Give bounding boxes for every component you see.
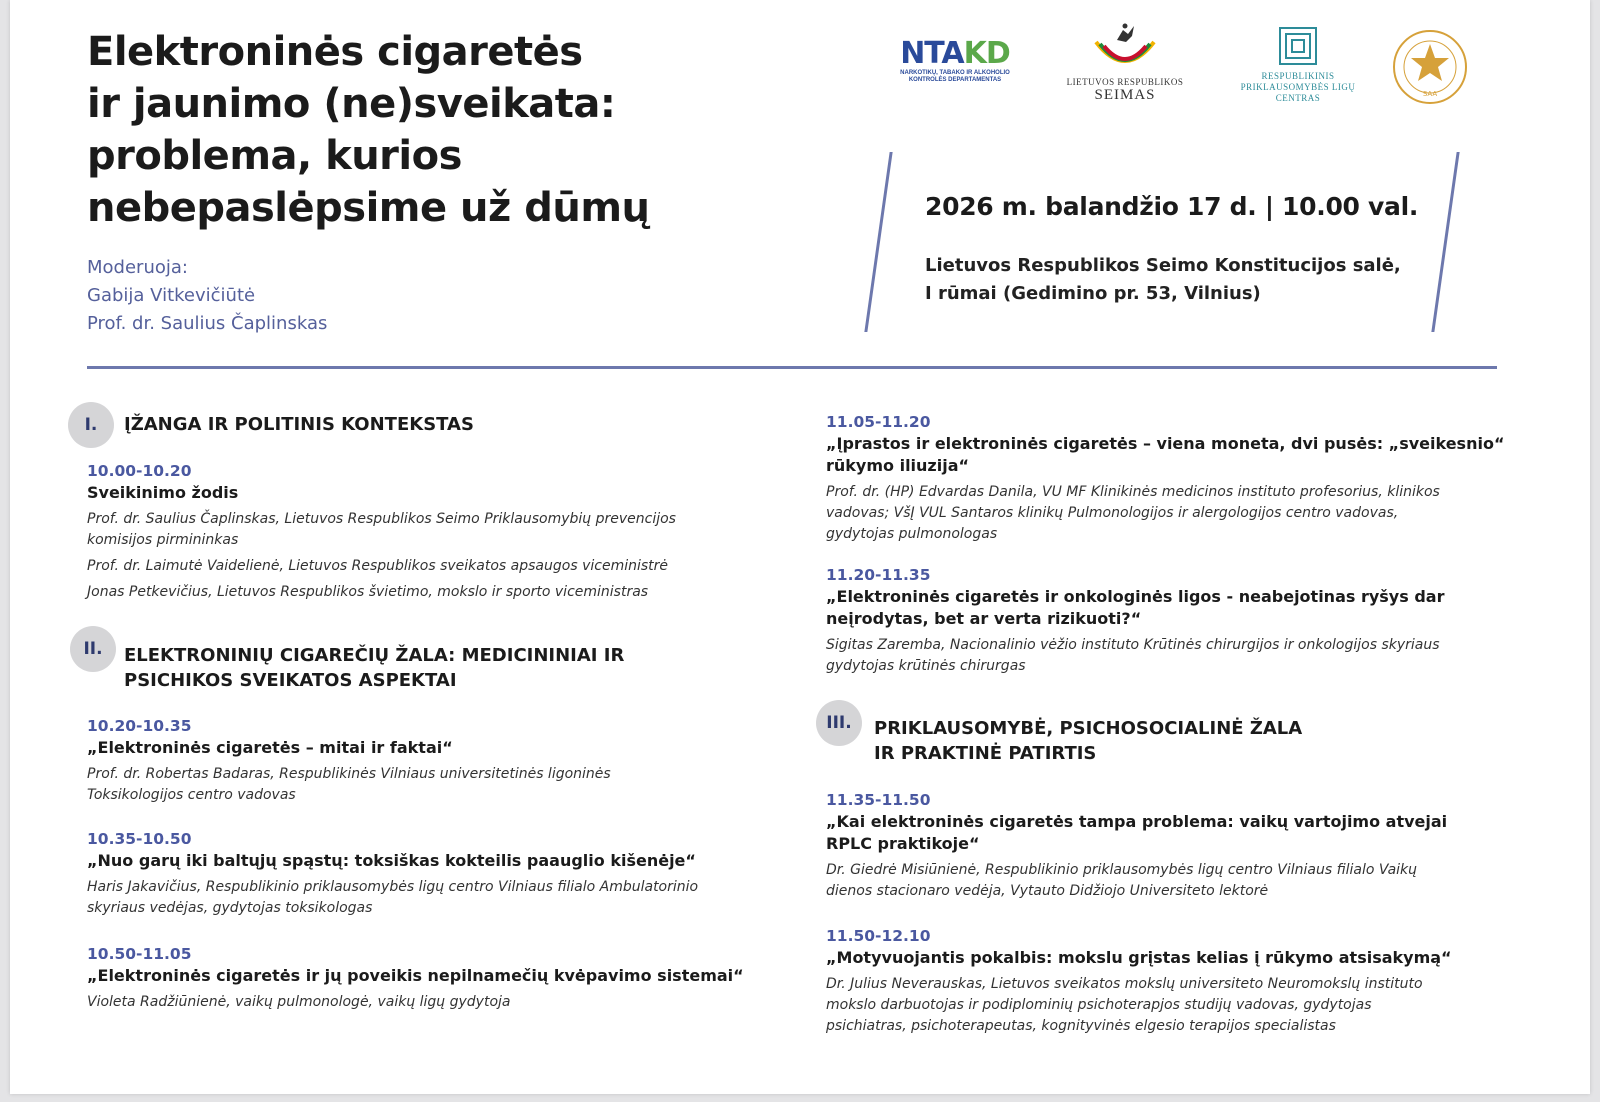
agenda-item <box>826 789 1526 902</box>
agenda-speaker: psichiatras, psichoterapeutas, kognityvinės elgesio terapijos specialistas <box>826 1018 1336 1034</box>
agenda-talk: neįrodytas, bet ar verta rizikuoti?“ <box>826 609 1142 628</box>
vytis-emblem-icon <box>1090 20 1160 72</box>
agenda-speaker: mokslo darbuotojas ir podiplominių psichoterapjos studijų vadovas, gydytojas <box>826 997 1372 1013</box>
agenda-speaker: komisijos pirmininkas <box>87 532 239 548</box>
ntakd-sub: KONTROLĖS DEPARTAMENTAS <box>908 77 1002 83</box>
agenda-talk: RPLC praktikoje“ <box>826 834 980 853</box>
moderators-label: Moderuoja: <box>87 257 188 278</box>
section-title <box>124 643 624 693</box>
saa-text: SAA <box>1422 90 1438 98</box>
agenda-talk: „Įprastos ir elektroninės cigaretės – viena moneta, dvi pusės: „sveikesnio“ <box>826 434 1505 453</box>
ntakd-logo <box>890 38 1020 84</box>
agenda-speaker: Sigitas Zaremba, Nacionalinio vėžio instituto Krūtinės chirurgijos ir onkologijos skyriaus <box>826 637 1440 653</box>
title-line: ir jaunimo (ne)sveikata: <box>87 81 616 127</box>
agenda-item <box>87 943 787 1013</box>
event-venue <box>925 252 1401 308</box>
divider-slash <box>1431 152 1459 332</box>
agenda-item <box>87 828 787 919</box>
saa-seal-icon <box>1391 28 1469 106</box>
ntakd-mark-b: KD <box>963 36 1010 71</box>
venue-line: Lietuvos Respublikos Seimo Konstitucijos salė, <box>925 255 1401 276</box>
title-line: nebepaslėpsime už dūmų <box>87 185 650 231</box>
rplc-logo <box>1228 26 1368 104</box>
agenda-speaker: Prof. dr. Laimutė Vaidelienė, Lietuvos Respublikos sveikatos apsaugos viceministrė <box>87 558 669 574</box>
section-title-line: IR PRAKTINĖ PATIRTIS <box>874 743 1097 764</box>
agenda-speaker: Dr. Giedrė Misiūnienė, Respublikinio priklausomybės ligų centro Vilniaus filialo Vaikų <box>826 862 1418 878</box>
section-title: ĮŽANGA IR POLITINIS KONTEKSTAS <box>124 414 474 435</box>
moderators <box>87 254 327 338</box>
event-datetime: 2026 m. balandžio 17 d. | 10.00 val. <box>925 192 1419 221</box>
program-page <box>10 0 1590 1094</box>
section-title-line: ELEKTRONINIŲ CIGAREČIŲ ŽALA: MEDICININIAI IR <box>124 645 625 666</box>
agenda-speaker: Dr. Julius Neverauskas, Lietuvos sveikatos mokslų universiteto Neuromokslų instituto <box>826 976 1423 992</box>
agenda-talk: Sveikinimo žodis <box>87 483 239 502</box>
section-title <box>874 716 1302 766</box>
section-badge: I. <box>68 402 114 448</box>
agenda-speaker: dienos stacionaro vedėja, Vytauto Didžiojo Universiteto lektorė <box>826 883 1269 899</box>
agenda-speaker: Prof. dr. Saulius Čaplinskas, Lietuvos Respublikos Seimo Priklausomybių prevencijos <box>87 511 676 527</box>
agenda-speaker: Toksikologijos centro vadovas <box>87 787 296 803</box>
rplc-line: CENTRAS <box>1275 93 1321 103</box>
agenda-time: 10.00-10.20 <box>87 462 192 480</box>
agenda-speaker: Violeta Radžiūnienė, vaikų pulmonologė, vaikų ligų gydytoja <box>87 994 511 1010</box>
section-badge: III. <box>816 700 862 746</box>
agenda-talk: rūkymo iliuzija“ <box>826 456 970 475</box>
agenda-talk: „Elektroninės cigaretės ir onkologinės ligos - neabejotinas ryšys dar <box>826 587 1445 606</box>
agenda-speaker: Prof. dr. Robertas Badaras, Respublikinės Vilniaus universitetinės ligoninės <box>87 766 611 782</box>
seimas-small: LIETUVOS RESPUBLIKOS <box>1066 77 1184 87</box>
agenda-speaker: gydytojas pulmonologas <box>826 526 998 542</box>
section-badge: II. <box>70 626 116 672</box>
agenda-talk: „Motyvuojantis pokalbis: mokslu grįstas kelias į rūkymo atsisakymą“ <box>826 948 1452 967</box>
agenda-time: 11.50-12.10 <box>826 927 931 945</box>
title-line: Elektroninės cigaretės <box>87 29 583 75</box>
venue-line: I rūmai (Gedimino pr. 53, Vilnius) <box>925 283 1261 304</box>
ntakd-sub: NARKOTIKŲ, TABAKO IR ALKOHOLIO <box>900 70 1010 76</box>
agenda-speaker: gydytojas krūtinės chirurgas <box>826 658 1026 674</box>
agenda-talk: „Elektroninės cigaretės – mitai ir faktai“ <box>87 738 453 757</box>
section-title-line: PSICHIKOS SVEIKATOS ASPEKTAI <box>124 670 457 691</box>
agenda-item <box>87 460 787 603</box>
agenda-talk: „Kai elektroninės cigaretės tampa problema: vaikų vartojimo atvejai <box>826 812 1448 831</box>
divider-slash <box>864 152 892 332</box>
agenda-time: 10.35-10.50 <box>87 830 192 848</box>
moderator-name: Gabija Vitkevičiūtė <box>87 285 256 306</box>
agenda-time: 11.35-11.50 <box>826 791 931 809</box>
agenda-item <box>826 411 1526 545</box>
agenda-speaker: skyriaus vedėjas, gydytojas toksikologas <box>87 900 373 916</box>
agenda-time: 11.05-11.20 <box>826 413 931 431</box>
agenda-item <box>87 715 787 806</box>
section-title-line: PRIKLAUSOMYBĖ, PSICHOSOCIALINĖ ŽALA <box>874 718 1303 739</box>
agenda-speaker: Haris Jakavičius, Respublikinio priklausomybės ligų centro Vilniaus filialo Ambulatorinio <box>87 879 699 895</box>
seimas-big: SEIMAS <box>1094 87 1156 103</box>
seimas-logo <box>1060 20 1190 104</box>
agenda-time: 11.20-11.35 <box>826 566 931 584</box>
rplc-square-icon <box>1278 26 1318 66</box>
agenda-talk: „Elektroninės cigaretės ir jų poveikis nepilnamečių kvėpavimo sistemai“ <box>87 966 744 985</box>
agenda-time: 10.50-11.05 <box>87 945 192 963</box>
agenda-talk: „Nuo garų iki baltųjų spąstų: toksiškas kokteilis paauglio kišenėje“ <box>87 851 696 870</box>
ntakd-mark-a: NTA <box>900 36 964 71</box>
moderator-name: Prof. dr. Saulius Čaplinskas <box>87 313 328 334</box>
rplc-line: RESPUBLIKINIS <box>1261 71 1335 81</box>
agenda-item <box>826 925 1526 1037</box>
title-line: problema, kurios <box>87 133 462 179</box>
saa-logo <box>1390 28 1470 111</box>
agenda-time: 10.20-10.35 <box>87 717 192 735</box>
agenda-speaker: Jonas Petkevičius, Lietuvos Respublikos švietimo, mokslo ir sporto viceministras <box>87 584 649 600</box>
agenda-speaker: vadovas; VšĮ VUL Santaros klinikų Pulmonologijos ir alergologijos centro vadovas, <box>826 505 1399 521</box>
agenda-item <box>826 564 1526 677</box>
agenda-speaker: Prof. dr. (HP) Edvardas Danila, VU MF Klinikinės medicinos instituto profesorius, klinikos <box>826 484 1440 500</box>
logo-strip <box>890 20 1490 120</box>
header-rule <box>87 366 1497 369</box>
page-title <box>87 26 787 234</box>
rplc-line: PRIKLAUSOMYBĖS LIGŲ <box>1240 82 1356 92</box>
